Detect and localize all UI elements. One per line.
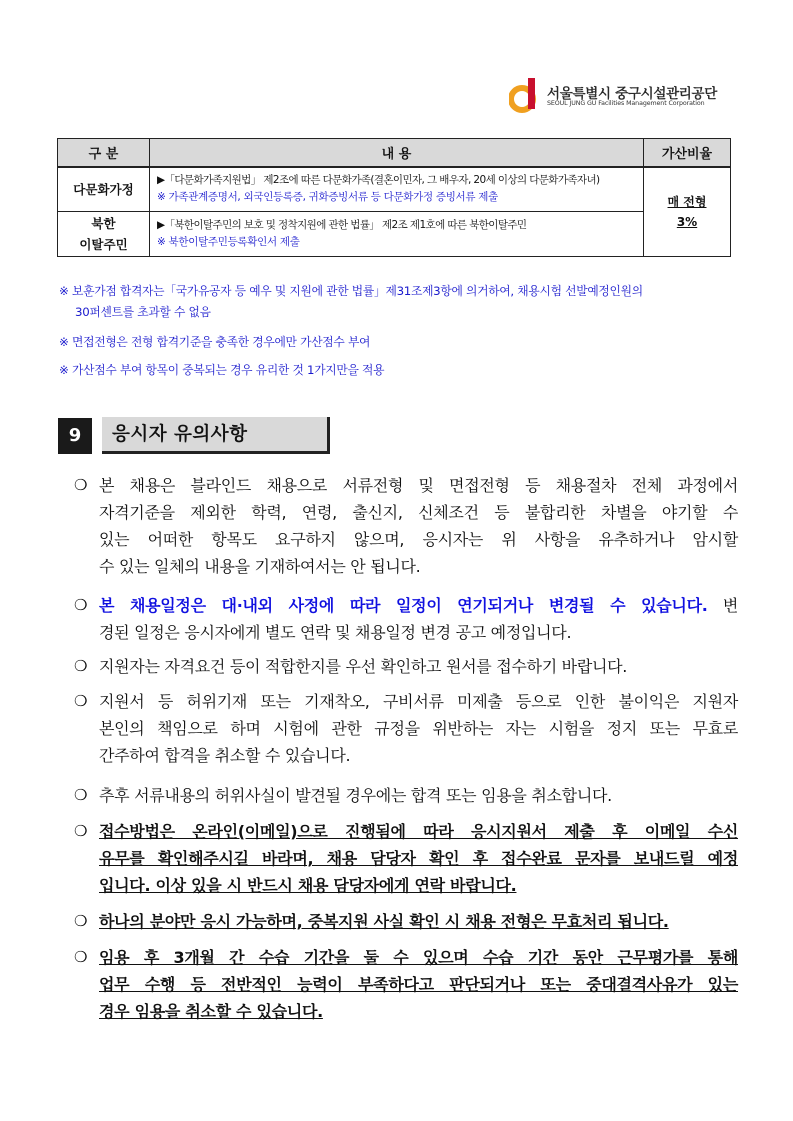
rate-value: 3%: [676, 214, 698, 229]
item-line: [99, 944, 738, 971]
note-duplicate-bonus: ※ 가산점수 부여 항목이 중복되는 경우 유리한 것 1가지만을 적용: [59, 363, 385, 377]
note-interview-bonus: ※ 면접전형은 전형 합격기준을 충족한 경우에만 가산점수 부여: [59, 335, 371, 349]
item-line: 추후 서류내용의 허위사실이 발견될 경우에는 합격 또는 임용을 취소합니다.: [99, 786, 612, 805]
bullet-icon: ❍: [74, 786, 88, 804]
list-item: [74, 688, 738, 769]
item-line-text: 유무를 확인해주시길 바라며, 채용 담당자 확인 후 접수완료 문자를 보내드릴 예정: [99, 849, 738, 868]
logo-name-korean: 서울특별시 중구시설관리공단: [547, 86, 718, 102]
item-line-text: 경우 임용을 취소할 수 있습니다.: [99, 1002, 323, 1021]
item-line-text: 하나의 분야만 응시 가능하며, 중복지원 사실 확인 시 채용 전형은 무효처리 됩니다.: [99, 912, 669, 931]
schedule-change-notice: 본 채용일정은 대·내외 사정에 따라 일정이 연기되거나 변경될 수 있습니다.: [99, 596, 708, 615]
list-item: [74, 472, 738, 580]
header-category: 구 분: [58, 139, 150, 167]
item-line: [99, 971, 738, 998]
item-line: 간주하여 합격을 취소할 수 있습니다.: [99, 746, 351, 765]
category-multicultural: 다문화가정: [58, 167, 150, 212]
bullet-icon: ❍: [74, 657, 88, 675]
header-rate: 가산비율: [644, 139, 731, 167]
category-line: 이탈주민: [79, 237, 128, 252]
item-line-rest: 변: [707, 596, 738, 615]
item-line: 본인의 책임으로 하며 시험에 관한 규정을 위반하는 자는 시험을 정지 또는 무효로: [99, 719, 738, 738]
list-item: [74, 908, 738, 935]
note-veteran-limit-cont: 30퍼센트를 초과할 수 없음: [75, 305, 211, 319]
organization-logo: [509, 76, 739, 116]
item-line-text: 임용 후 3개월 간 수습 기간을 둘 수 있으며 수습 기간 동안 근무평가를 통해: [99, 948, 738, 967]
item-line: 있는 어떠한 항목도 요구하지 않으며, 응시자는 위 사항을 유추하거나 암시할: [99, 530, 738, 549]
item-line: [99, 845, 738, 872]
item-line: 본 채용은 블라인드 채용으로 서류전형 및 면접전형 등 채용절차 전체 과정에서: [99, 476, 738, 495]
content-line: ▶「다문화가족지원법」 제2조에 따른 다문화가족(결혼이민자, 그 배우자, 20세 이상의 다문화가족자녀): [157, 174, 600, 187]
section-number: 9: [58, 418, 92, 454]
logo-mark-icon: [509, 76, 541, 114]
list-item: [74, 944, 738, 1025]
content-line: ▶「북한이탈주민의 보호 및 정착지원에 관한 법률」 제2조 제1호에 따른 북한이탈주민: [157, 219, 527, 231]
category-line: 북한: [91, 216, 116, 231]
note-veteran-limit: ※ 보훈가점 합격자는「국가유공자 등 예우 및 지원에 관한 법률」제31조제3항에 의거하여, 채용시험 선발예정인원의: [59, 284, 643, 298]
bullet-icon: ❍: [74, 912, 88, 930]
table-row: [58, 212, 731, 257]
bullet-icon: ❍: [74, 692, 88, 710]
section-title: 응시자 유의사항: [102, 417, 330, 454]
item-line-text: 접수방법은 온라인(이메일)으로 진행됨에 따라 응시지원서 제출 후 이메일 수신: [99, 822, 738, 841]
category-north-korean-defector: [58, 212, 150, 257]
item-line: [99, 818, 738, 845]
rate-label: 매 전형: [667, 194, 707, 209]
item-line: 지원서 등 허위기재 또는 기재착오, 구비서류 미제출 등으로 인한 불이익은 지원자: [99, 692, 738, 711]
item-line: [99, 592, 738, 619]
list-item: [74, 592, 738, 646]
table-header-row: [58, 139, 731, 167]
list-item: [74, 818, 738, 899]
list-item: [74, 782, 738, 809]
item-line-text: 업무 수행 등 전반적인 능력이 부족하다고 판단되거나 또는 중대결격사유가 있는: [99, 975, 738, 994]
rate-cell: [644, 167, 731, 257]
logo-name-english: SEOUL JUNG GU Facilities Management Corporation: [547, 100, 705, 107]
item-line: 경된 일정은 응시자에게 별도 연락 및 채용일정 변경 공고 예정입니다.: [99, 623, 572, 642]
bonus-points-table: [57, 138, 731, 257]
list-item: [74, 653, 738, 680]
content-note: ※ 가족관계증명서, 외국인등록증, 귀화증빙서류 등 다문화가정 증빙서류 제출: [157, 191, 498, 204]
item-line: [99, 908, 738, 935]
item-line: 자격기준을 제외한 학력, 연령, 출신지, 신체조건 등 불합리한 차별을 야기할 수: [99, 503, 738, 522]
header-content: 내 용: [150, 139, 644, 167]
content-cell: [150, 167, 644, 212]
item-line: [99, 998, 738, 1025]
bullet-icon: ❍: [74, 596, 88, 614]
item-line: [99, 872, 738, 899]
bullet-icon: ❍: [74, 476, 88, 494]
bullet-icon: ❍: [74, 948, 88, 966]
content-note: ※ 북한이탈주민등록확인서 제출: [157, 236, 300, 248]
table-row: [58, 167, 731, 212]
content-cell: [150, 212, 644, 257]
item-line-text: 입니다. 이상 있을 시 반드시 채용 담당자에게 연락 바랍니다.: [99, 876, 517, 895]
item-line: 수 있는 일체의 내용을 기재하여서는 안 됩니다.: [99, 557, 421, 576]
item-line: 지원자는 자격요건 등이 적합한지를 우선 확인하고 원서를 접수하기 바랍니다.: [99, 657, 628, 676]
bullet-icon: ❍: [74, 822, 88, 840]
